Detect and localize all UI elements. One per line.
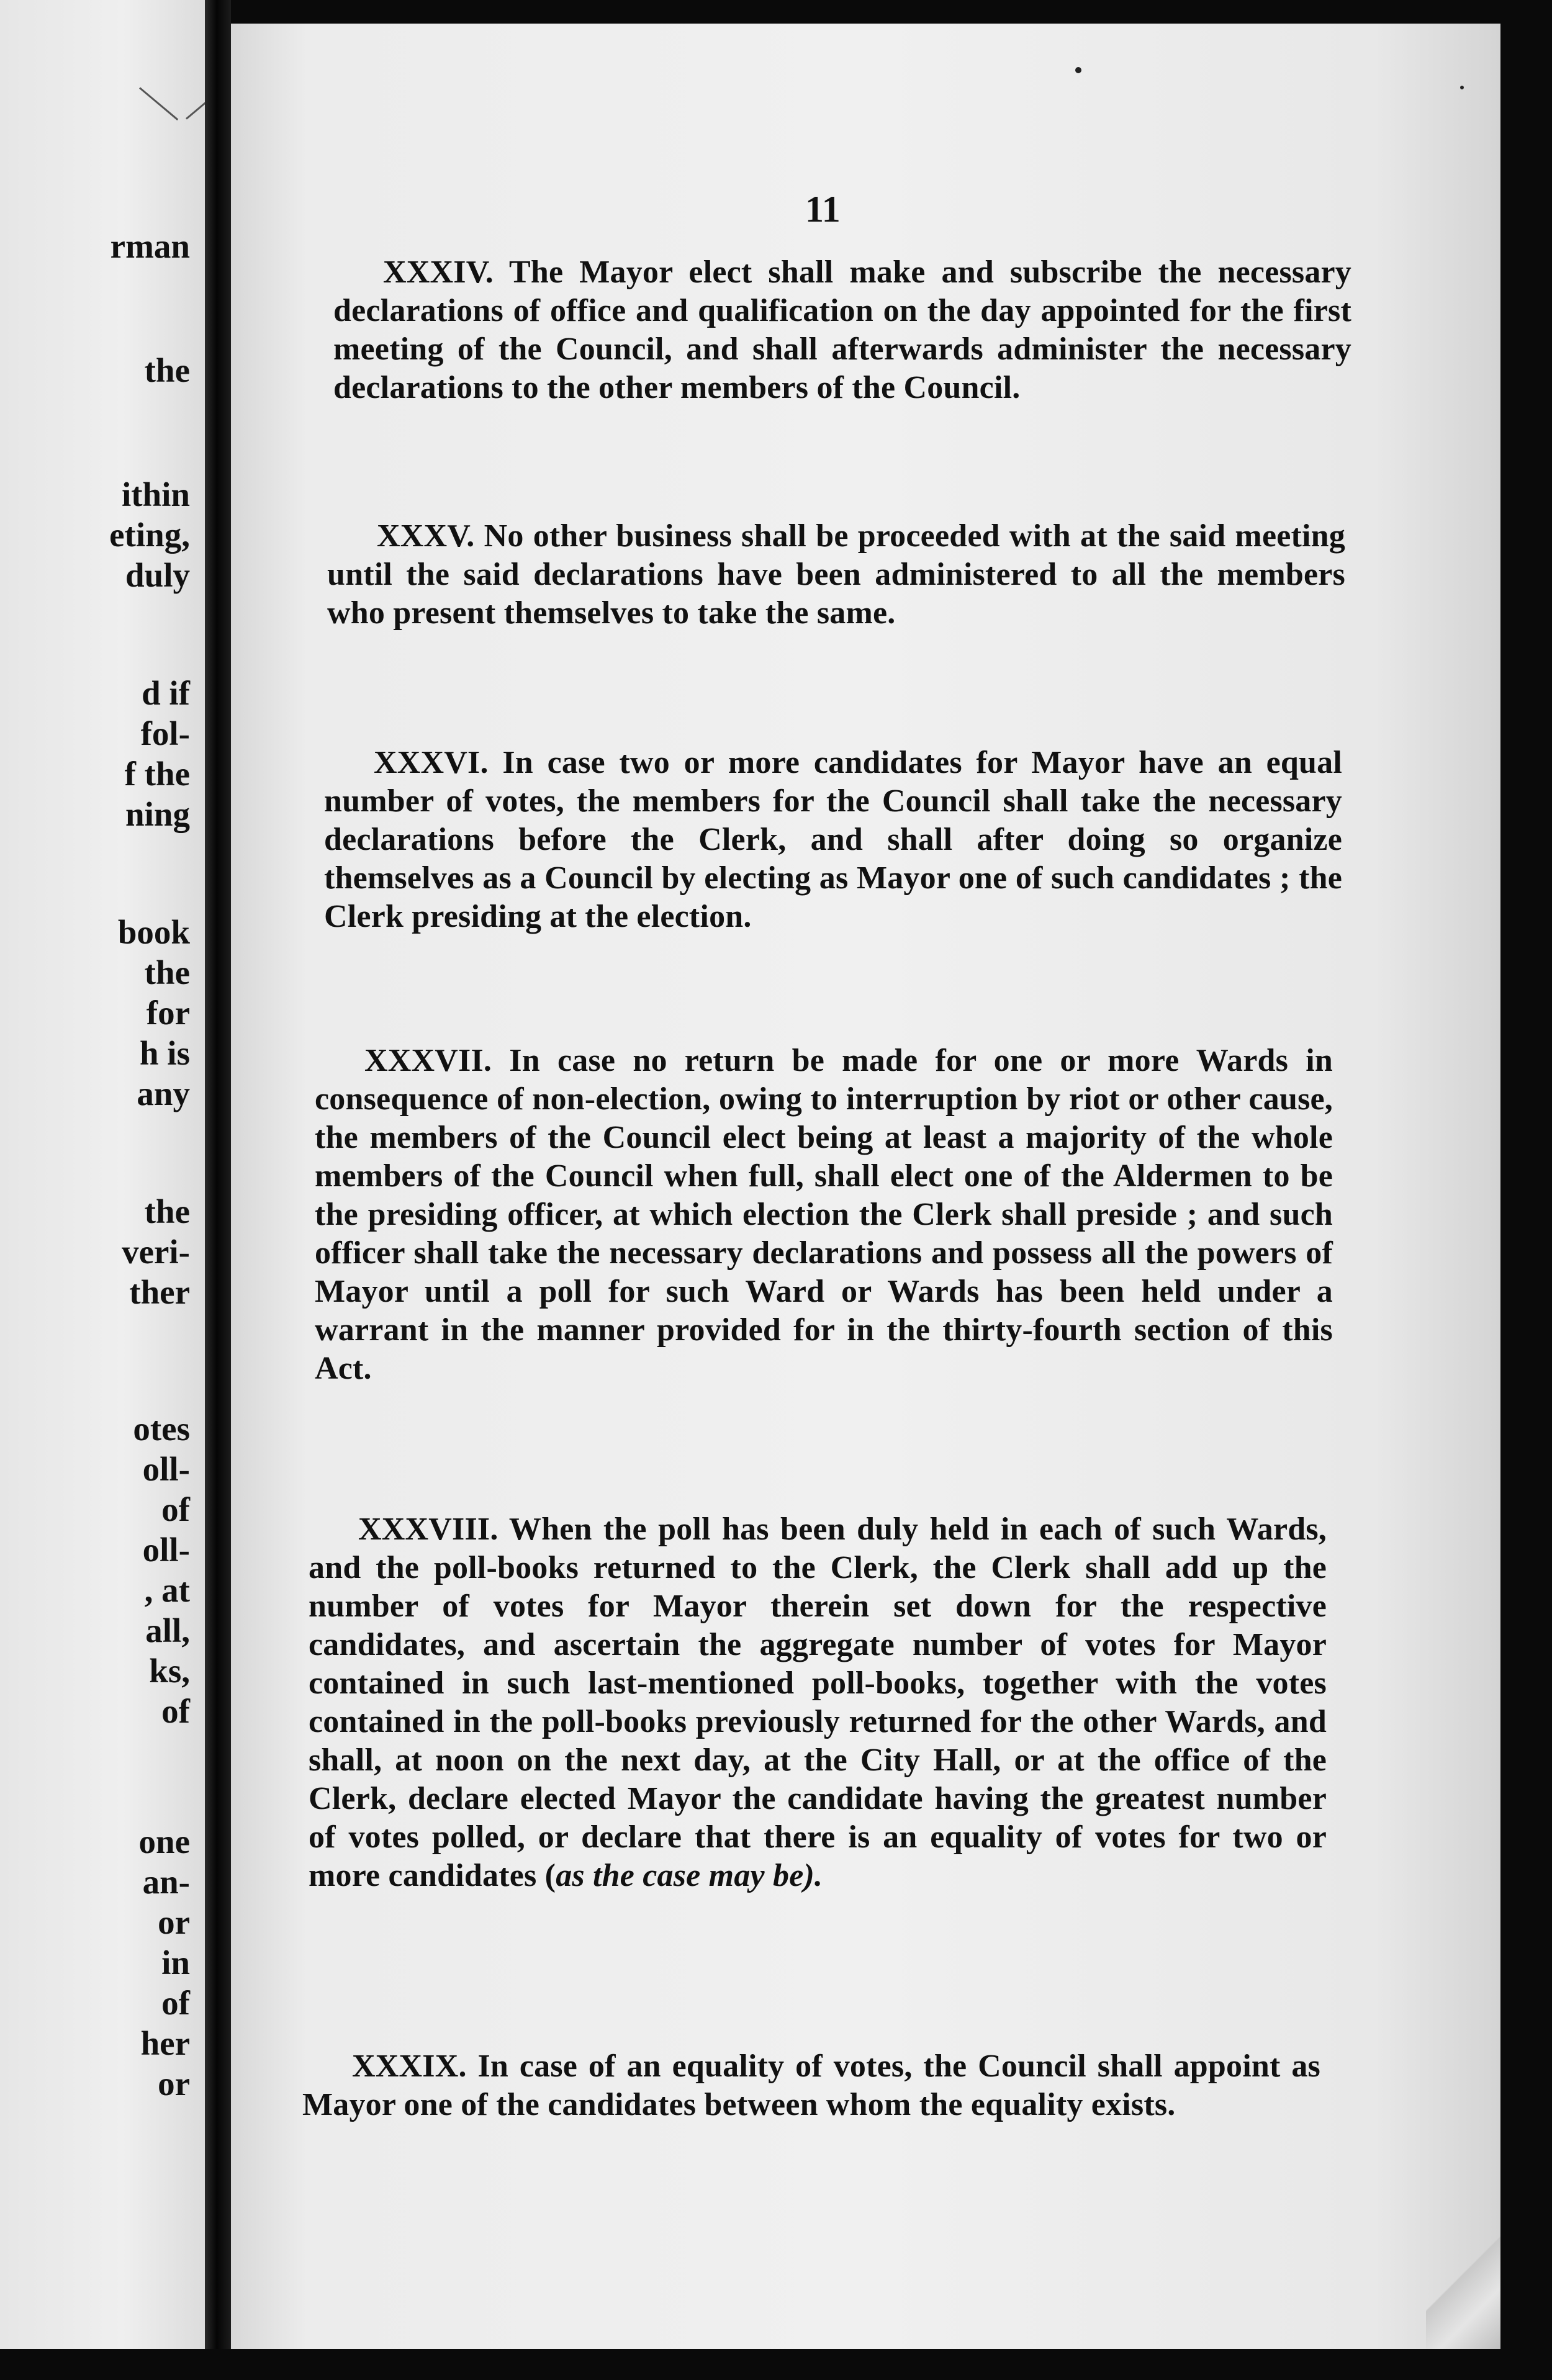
book-gutter: [205, 0, 231, 2380]
left-fragment: in: [161, 1944, 190, 1981]
left-fragment: of: [161, 1490, 190, 1528]
left-fragment: , at: [144, 1571, 190, 1609]
left-fragment: ther: [129, 1273, 190, 1311]
left-fragment: h is: [139, 1034, 190, 1072]
section-text: In case of an equality of votes, the Council shall appoint as Mayor one of the candidates between whom the equality exists.: [302, 2049, 1320, 2122]
main-page: [231, 24, 1500, 2351]
section-xxxiv: [333, 253, 1351, 407]
left-facing-page: [0, 0, 205, 2380]
left-fragment: d if: [142, 674, 190, 712]
section-xxxv: [327, 517, 1345, 633]
left-fragment: of: [161, 1984, 190, 2022]
left-fragment: one: [138, 1823, 190, 1860]
section-text: The Mayor elect shall make and subscribe the necessary declarations of office and qualification on the day appointed for the first meeting of the Council, and shall afterwards administer the necessary declarations to the other members of the Council.: [333, 255, 1351, 405]
scratch-mark: [186, 86, 205, 120]
section-text: In case two or more candidates for Mayor have an equal number of votes, the members for the Council shall take the necessary declarations before the Clerk, and shall after doing so organize themselves as a Council by electing as Mayor one of such candidates ; the Clerk presiding at the election.: [324, 745, 1342, 934]
left-fragment: for: [146, 994, 190, 1032]
left-fragment: ks,: [149, 1652, 190, 1690]
section-italic: as the case may be).: [556, 1858, 823, 1893]
left-fragment: or: [158, 1903, 190, 1941]
left-fragment: ning: [125, 795, 190, 833]
left-fragment: eting,: [109, 516, 190, 554]
section-text: No other business shall be proceeded with at the said meeting until the said declarations have been administered to all the members who present themselves to take the same.: [327, 518, 1345, 631]
left-fragment: oll-: [142, 1450, 190, 1488]
left-fragment: all,: [145, 1611, 190, 1649]
left-fragment: veri-: [122, 1233, 190, 1271]
section-number: XXXVI.: [374, 745, 489, 780]
left-fragment: an-: [142, 1863, 190, 1901]
section-text: In case no return be made for one or more Wards in consequence of non-election, owing to interruption by riot or other cause, the members of the Council elect being at least a majority of the whole members of the Council when full, shall elect one of the Aldermen to be the presiding officer, at which election the Clerk shall preside ; and such officer shall take the necessary declarations and possess all the powers of Mayor until a poll for such Ward or Wards has been held under a warrant in the manner provided for in the thirty-fourth section of this Act.: [315, 1043, 1333, 1386]
scratch-mark: [139, 87, 178, 120]
left-fragment: oll-: [142, 1531, 190, 1569]
section-number: XXXVII.: [364, 1043, 492, 1078]
section-text: When the poll has been duly held in each of such Wards, and the poll-books returned to the Clerk, the Clerk shall add up the number of votes for Mayor therein set down for the respective candidates, and ascertain the aggregate number of votes for Mayor contained in such last-mentioned poll-books, together with the votes contained in the poll-books previously returned for the other Wards, and shall, at noon on the next day, at the City Hall, or at the office of the Clerk, declare elected Mayor the candidate having the greatest number of votes polled, or declare that there is an equality of votes for two or more candidates (: [309, 1512, 1327, 1893]
left-fragment: any: [137, 1075, 190, 1112]
page-corner-fold: [1426, 2215, 1500, 2351]
left-fragment: book: [117, 913, 190, 951]
section-number: XXXIX.: [352, 2049, 467, 2084]
left-fragment: rman: [110, 227, 190, 265]
left-fragment: the: [144, 351, 190, 389]
scan-bottom-edge: [0, 2349, 1552, 2380]
left-fragment: ithin: [121, 476, 190, 513]
section-xxxix: [302, 2047, 1320, 2124]
left-fragment: or: [158, 2065, 190, 2103]
section-number: XXXVIII.: [358, 1512, 499, 1547]
section-xxxvi: [324, 744, 1342, 936]
left-fragment: the: [144, 953, 190, 991]
left-fragment: otes: [133, 1410, 190, 1448]
left-fragment: f the: [124, 755, 190, 793]
ink-speck: [1075, 67, 1081, 73]
page-number: 11: [805, 189, 841, 230]
left-fragment: duly: [125, 556, 190, 594]
section-number: XXXIV.: [383, 255, 494, 290]
left-fragment: fol-: [140, 714, 190, 752]
left-fragment: of: [161, 1692, 190, 1730]
section-xxxviii: [309, 1510, 1327, 1895]
section-xxxvii: [315, 1042, 1333, 1388]
left-fragment: the: [144, 1192, 190, 1230]
ink-speck: [1460, 86, 1464, 89]
section-number: XXXV.: [377, 518, 475, 554]
left-fragment: her: [140, 2024, 190, 2062]
